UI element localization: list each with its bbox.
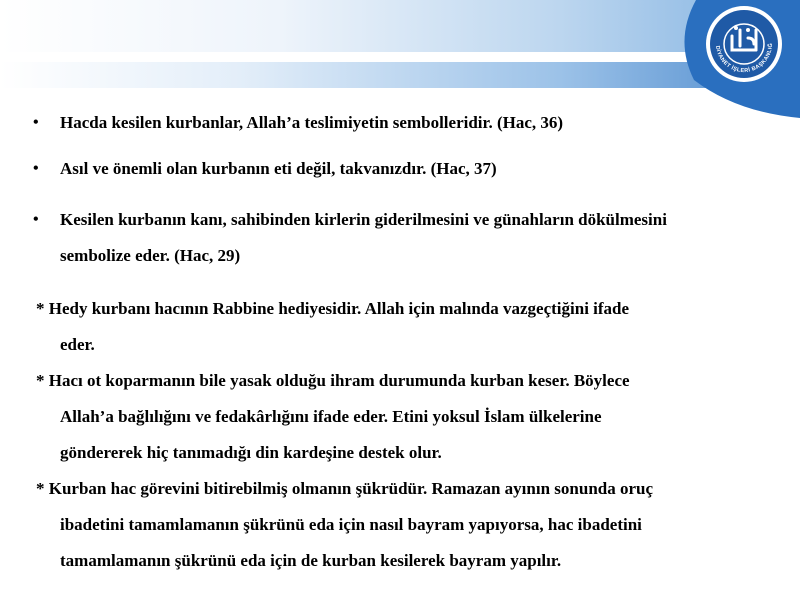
- bullet-text: Asıl ve önemli olan kurbanın eti değil, takvanızdır. (Hac, 37): [60, 159, 497, 178]
- note-line: tamamlamanın şükrünü eda için de kurban kesilerek bayram yapılır.: [60, 551, 562, 570]
- note-line: eder.: [60, 335, 95, 354]
- note-line: * Kurban hac görevini bitirebilmiş olmanın şükrüdür. Ramazan ayının sonunda oruç: [36, 479, 654, 498]
- note-paragraph: [36, 363, 781, 471]
- note-paragraph: [36, 471, 781, 579]
- note-paragraph: [36, 291, 781, 363]
- note-line: göndererek hiç tanımadığı din kardeşine destek olur.: [60, 443, 442, 462]
- logo-text: DİYANET İŞLERİ BAŞKANLIĞ: [714, 42, 775, 75]
- bullet-marker: •: [33, 114, 39, 131]
- bullet-marker: •: [33, 160, 39, 177]
- bullet-marker: •: [33, 211, 39, 228]
- note-line: Allah’a bağlılığını ve fedakârlığını ifade eder. Etini yoksul İslam ülkelerine: [60, 407, 602, 426]
- note-line: * Hacı ot koparmanın bile yasak olduğu ihram durumunda kurban keser. Böylece: [36, 371, 630, 390]
- bullet-text-line: Kesilen kurbanın kanı, sahibinden kirlerin giderilmesini ve günahların dökülmesini: [60, 210, 667, 229]
- note-line: * Hedy kurbanı hacının Rabbine hediyesidir. Allah için malında vazgeçtiğini ifade: [36, 299, 630, 318]
- note-line: ibadetini tamamlamanın şükrünü eda için nasıl bayram yapıyorsa, hac ibadetini: [60, 515, 642, 534]
- bullet-text-line: sembolize eder. (Hac, 29): [60, 246, 241, 265]
- bullet-text: [60, 202, 780, 274]
- bullet-text: Hacda kesilen kurbanlar, Allah’a teslimiyetin sembolleridir. (Hac, 36): [60, 113, 564, 132]
